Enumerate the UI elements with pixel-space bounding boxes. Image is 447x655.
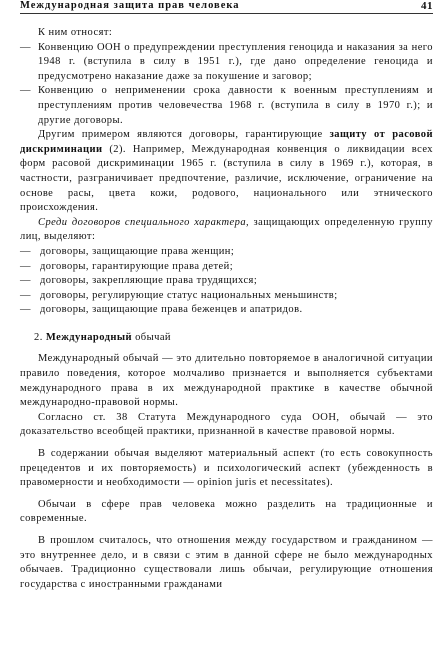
page-number: 41 (421, 0, 433, 12)
section-heading (34, 331, 433, 346)
paragraph-text: Другим примером являются договоры, гарантирующие (38, 129, 330, 141)
list-item (20, 245, 433, 260)
running-head: Международная защита прав человека (20, 0, 240, 11)
list-item-text: договоры, защищающие права женщин; (40, 245, 235, 257)
section-title-rest: обычай (132, 331, 171, 343)
list-item-text: договоры, гарантирующие права детей; (40, 260, 234, 272)
paragraph-racial (20, 128, 433, 216)
dash-bullet: — (20, 304, 31, 316)
dash-bullet: — (20, 275, 31, 287)
special-list (20, 245, 433, 318)
dash-bullet: — (20, 85, 31, 97)
list-item (20, 289, 433, 304)
page-header (20, 0, 433, 18)
section-title-bold: Международный (45, 331, 133, 343)
paragraph: Согласно ст. 38 Статута Международного суда ООН, обычай — это доказательство всеобщей практики, признанной в качестве правовой нормы. (20, 411, 433, 438)
section-number: 2. (34, 331, 43, 343)
paragraph-text: (2). Например, Международная конвенция о ликвидации всех форм расовой дискриминации 1965 г. (вступила в силу в 1969 г.), которая, в частности, разграничивает предпочтение, различие, исключение, ограничение на основе расы, цвета кожи, родового, национального или этнического происхождения. (20, 143, 433, 214)
list-item (20, 41, 433, 85)
paragraph-special (20, 216, 433, 245)
intro-line: К ним относят: (38, 27, 113, 38)
paragraph-text: защищающих определенную группу лиц, выделяют: (20, 216, 433, 243)
list-item (20, 274, 433, 289)
italic-term: Среди договоров специального характера, (38, 216, 250, 228)
list-item-text: договоры, защищающие права беженцев и апатридов. (40, 304, 303, 316)
list-item-text: договоры, закрепляющие права трудящихся; (40, 275, 258, 287)
dash-bullet: — (20, 245, 31, 257)
paragraph: Обычаи в сфере прав человека можно разделить на традиционные и современные. (20, 498, 433, 525)
list-item-text: Конвенцию о неприменении срока давности к военным преступлениям и преступлениям против человечества 1968 г. (вступила в силу в 1970 г.); и другие договоры. (38, 85, 433, 126)
dash-bullet: — (20, 260, 31, 272)
treaty-list (20, 41, 433, 129)
list-item-text: договоры, регулирующие статус национальных меньшинств; (40, 289, 338, 301)
list-item (20, 260, 433, 275)
list-item (20, 84, 433, 128)
bold-term: защиту от расовой дискриминации (20, 129, 433, 155)
list-item-text: Конвенцию ООН о предупреждении преступления геноцида и наказания за него 1948 г. (вступила в силу в 1951 г.), где дано определение геноцида и предусмотрено наказание даже за покушение и заговор; (38, 41, 433, 82)
dash-bullet: — (20, 41, 31, 53)
paragraph: Международный обычай — это длительно повторяемое в аналогичной ситуации правило поведения, которое молчаливо признается и выполняется субъектами международного права в их международной практике в качестве обычной международно-правовой нормы. (20, 353, 433, 409)
paragraph: В содержании обычая выделяют материальный аспект (то есть совокупность прецедентов и их повторяемость) и психологический аспект (убежденность в правомерности и необходимости — opinion juris et necessitates). (20, 448, 433, 489)
header-rule (20, 13, 433, 14)
body-text (20, 26, 433, 592)
paragraph: В прошлом считалось, что отношения между государством и гражданином — это внутреннее дело, и в связи с этим в данной сфере не было международных обычаев. Традиционно существовали лишь обычаи, регулирующие отношения государства с иностранными гражданами (20, 535, 433, 590)
dash-bullet: — (20, 289, 31, 301)
list-item (20, 303, 433, 318)
